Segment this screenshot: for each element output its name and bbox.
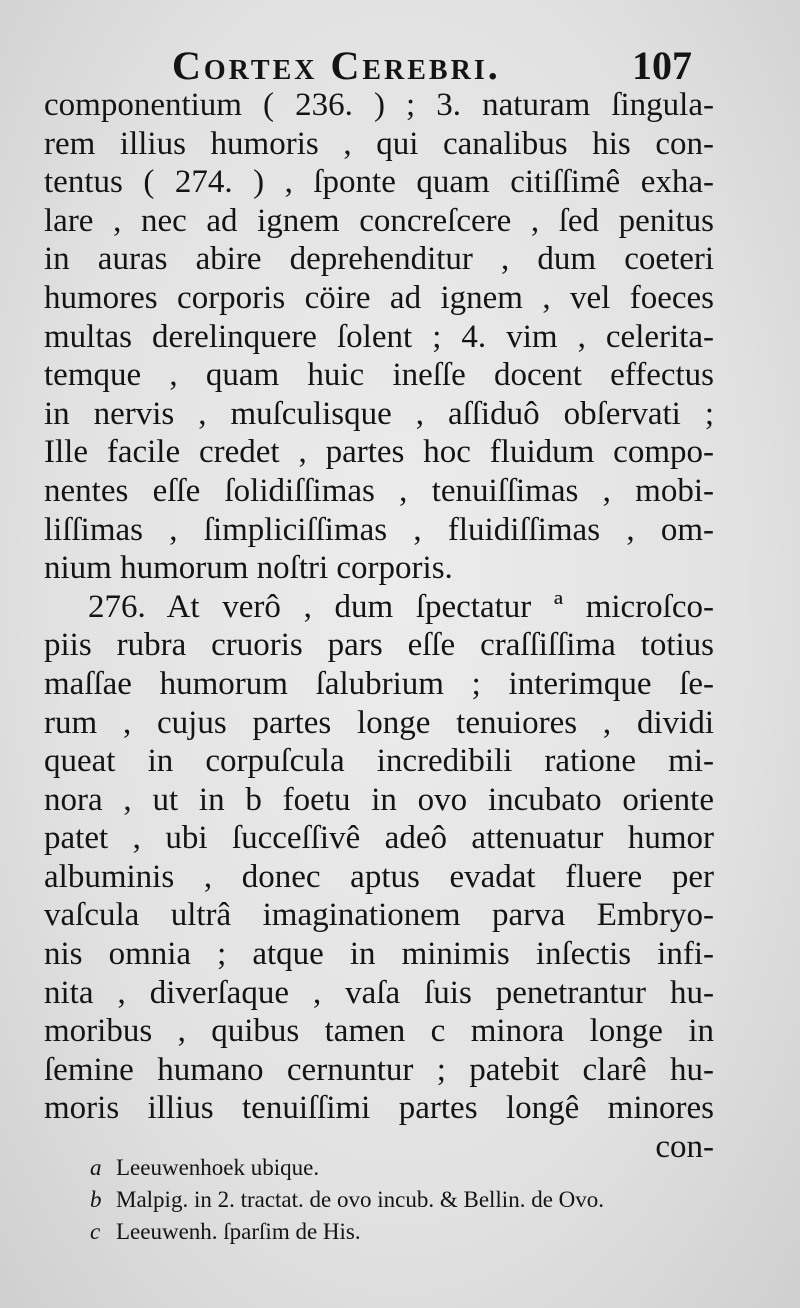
text-line: moribus , quibus tamen c minora longe in xyxy=(44,1013,714,1050)
footnotes xyxy=(90,1152,730,1248)
text-line: multas derelinquere ſolent ; 4. vim , celerita- xyxy=(44,318,714,355)
text-line: lare , nec ad ignem concreſcere , ſed penitus xyxy=(44,202,714,239)
footnote-text: Leeuwenhoek ubique. xyxy=(116,1155,320,1180)
text-line: humores corporis cöire ad ignem , vel foeces xyxy=(44,279,714,316)
text-line: albuminis , donec aptus evadat fluere per xyxy=(44,858,714,895)
text-line: rem illius humoris , qui canalibus his con- xyxy=(44,125,714,162)
footnote xyxy=(90,1216,730,1248)
text-line: nita , diverſaque , vaſa ſuis penetrantur hu- xyxy=(44,974,714,1011)
text-line: liſſimas , ſimpliciſſimas , fluidiſſimas , om- xyxy=(44,511,714,548)
text-line: temque , quam huic ineſſe docent effectus xyxy=(44,357,714,394)
footnote-mark: a xyxy=(90,1155,102,1180)
footnote-text: Malpig. in 2. tractat. de ovo incub. & Bellin. de Ovo. xyxy=(116,1187,605,1212)
footnote xyxy=(90,1184,730,1216)
paragraph-start-line: 276. At verô , dum ſpectatur ª microſco- xyxy=(88,588,714,625)
text-line: nentes eſſe ſolidiſſimas , tenuiſſimas , mobi- xyxy=(44,472,714,509)
body-text xyxy=(44,86,714,1167)
text-line: componentium ( 236. ) ; 3. naturam ſingula- xyxy=(44,87,714,123)
text-line: rum , cujus partes longe tenuiores , dividi xyxy=(44,704,714,741)
text-line: in nervis , muſculisque , aſſiduô obſervati ; xyxy=(44,395,714,432)
text-line: Ille facile credet , partes hoc fluidum compo- xyxy=(44,434,714,471)
catchword: con- xyxy=(655,1129,714,1166)
text-line: tentus ( 274. ) , ſponte quam citiſſimê exha- xyxy=(44,164,714,201)
footnote xyxy=(90,1152,730,1184)
text-line: nis omnia ; atque in minimis inſectis infi- xyxy=(44,936,714,973)
text-line: maſſae humorum ſalubrium ; interimque ſe- xyxy=(44,665,714,702)
footnote-mark: c xyxy=(90,1219,101,1244)
text-line: ſemine humano cernuntur ; patebit clarê hu- xyxy=(44,1051,714,1088)
text-line: piis rubra cruoris pars eſſe craſſiſſima totius xyxy=(44,627,714,664)
text-line: nium humorum noſtri corporis. xyxy=(44,550,453,587)
text-line: queat in corpuſcula incredibili ratione mi- xyxy=(44,743,714,780)
running-title: Cortex Cerebri. xyxy=(172,43,501,88)
text-line: nora , ut in b foetu in ovo incubato oriente xyxy=(44,781,714,818)
text-line: in auras abire deprehenditur , dum coeteri xyxy=(44,241,714,278)
footnote-mark: b xyxy=(90,1187,102,1212)
text-line: patet , ubi ſucceſſivê adeô attenuatur humor xyxy=(44,820,714,857)
page-header xyxy=(0,42,800,92)
text-line: vaſcula ultrâ imaginationem parva Embryo- xyxy=(44,897,714,934)
text-line: moris illius tenuiſſimi partes longê minores xyxy=(44,1090,714,1127)
page-number: 107 xyxy=(632,43,692,88)
footnote-text: Leeuwenh. ſparſim de His. xyxy=(116,1219,361,1244)
